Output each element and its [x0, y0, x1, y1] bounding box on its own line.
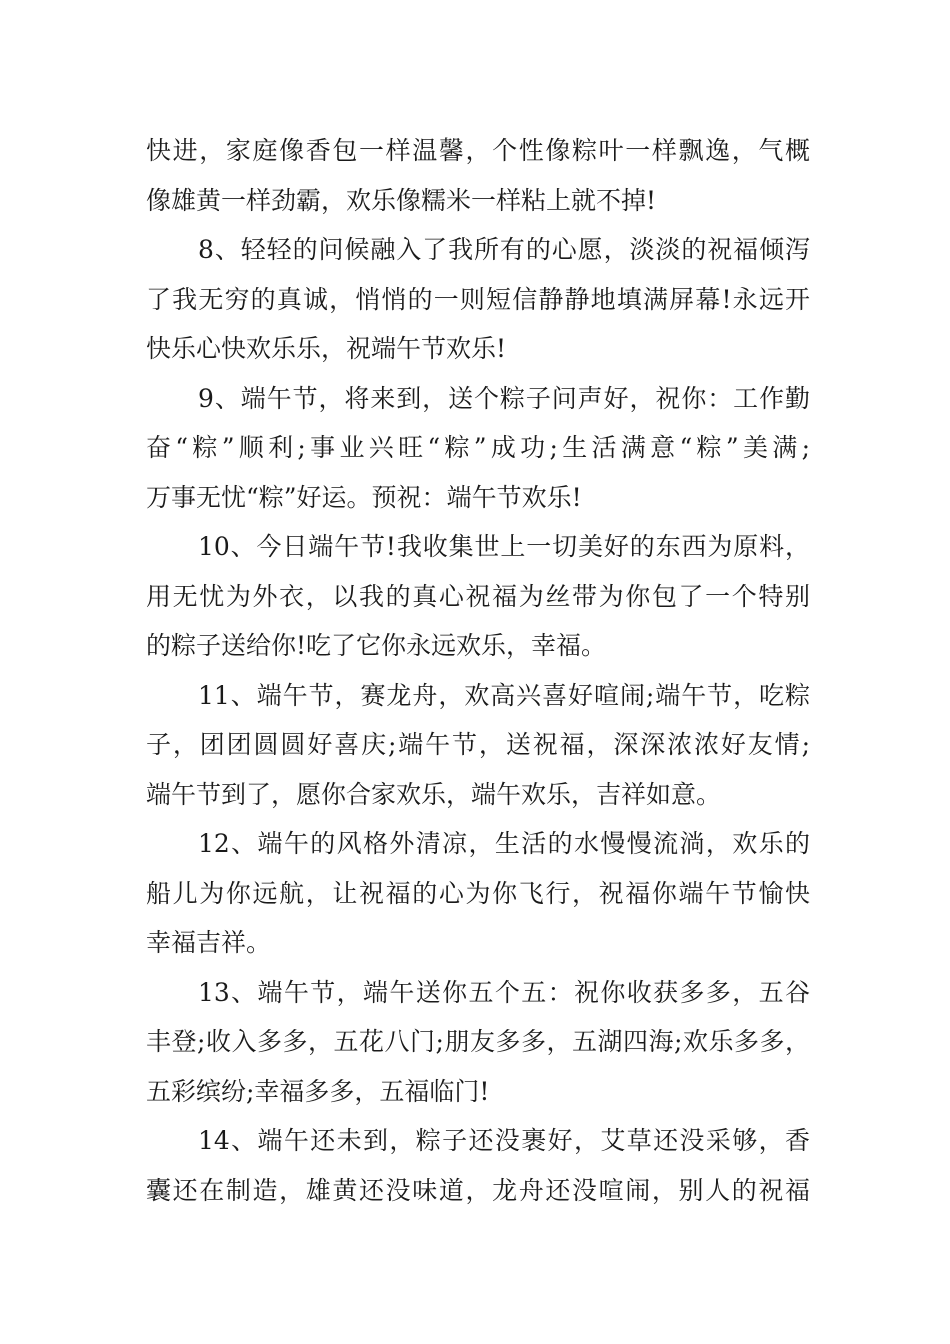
text-line: 子，团团圆圆好喜庆;端午节，送祝福，深深浓浓好友情;	[146, 730, 810, 759]
text-line: 端午节到了，愿你合家欢乐，端午欢乐，吉祥如意。	[146, 779, 722, 809]
paragraph-9	[146, 374, 810, 523]
text-line: 囊还在制造，雄黄还没味道，龙舟还没喧闹，别人的祝福	[146, 1175, 810, 1205]
text-line: 快乐心快欢乐乐，祝端午节欢乐!	[146, 334, 507, 363]
text-line: 的粽子送给你!吃了它你永远欢乐，幸福。	[146, 631, 607, 660]
paragraph-12	[146, 819, 810, 968]
text-line: 8、轻轻的问候融入了我所有的心愿，淡淡的祝福倾泻	[198, 235, 810, 264]
paragraph-14	[146, 1116, 810, 1215]
text-line: 用无忧为外衣，以我的真心祝福为丝带为你包了一个特别	[146, 581, 810, 611]
document-body	[146, 126, 810, 1215]
text-line: 9、端午节，将来到，送个粽子问声好，祝你：工作勤	[198, 383, 810, 413]
paragraph-11	[146, 671, 810, 820]
paragraph-continued	[146, 126, 810, 225]
text-line: 14、端午还未到，粽子还没裹好，艾草还没采够，香	[198, 1126, 810, 1155]
text-line: 船儿为你远航，让祝福的心为你飞行，祝福你端午节愉快	[146, 878, 810, 908]
text-line: 奋“粽”顺利;事业兴旺“粽”成功;生活满意“粽”美满;	[146, 433, 810, 462]
text-line: 12、端午的风格外清凉，生活的水慢慢流淌，欢乐的	[198, 829, 810, 858]
text-line: 万事无忧“粽”好运。预祝：端午节欢乐!	[146, 482, 582, 512]
text-line: 幸福吉祥。	[146, 928, 272, 957]
text-line: 13、端午节，端午送你五个五：祝你收获多多，五谷	[198, 977, 810, 1007]
text-line: 像雄黄一样劲霸，欢乐像糯米一样粘上就不掉!	[146, 185, 657, 215]
paragraph-13	[146, 968, 810, 1117]
text-line: 丰登;收入多多，五花八门;朋友多多，五湖四海;欢乐多多，	[146, 1027, 810, 1056]
text-line: 了我无穷的真诚，悄悄的一则短信静静地填满屏幕!永远开	[146, 284, 810, 314]
text-line: 11、端午节，赛龙舟，欢高兴喜好喧闹;端午节，吃粽	[198, 680, 810, 710]
paragraph-8	[146, 225, 810, 374]
text-line: 五彩缤纷;幸福多多，五福临门!	[146, 1076, 490, 1106]
text-line: 10、今日端午节!我收集世上一切美好的东西为原料，	[198, 532, 810, 561]
paragraph-10	[146, 522, 810, 671]
text-line: 快进，家庭像香包一样温馨，个性像粽叶一样飘逸，气概	[146, 136, 810, 165]
